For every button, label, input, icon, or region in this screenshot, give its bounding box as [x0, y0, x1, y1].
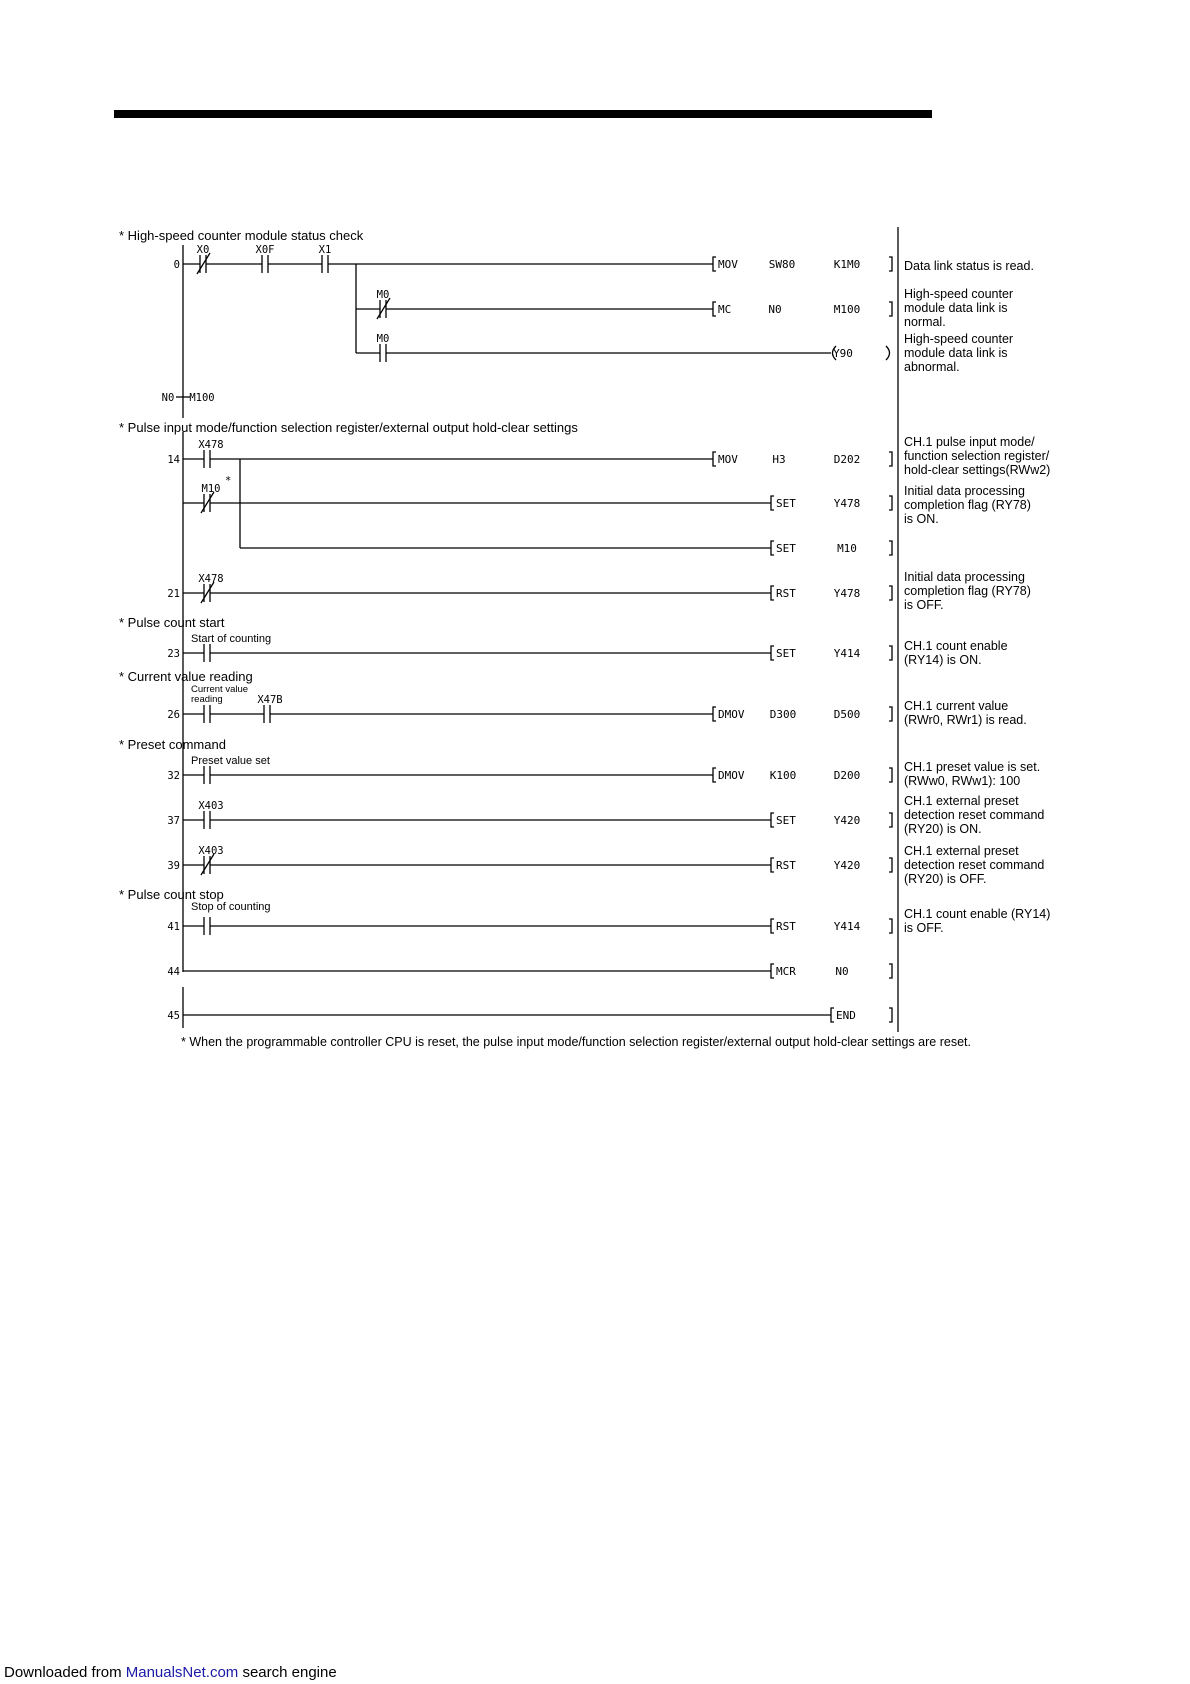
step-number: 39: [167, 860, 180, 872]
instruction-operand: N0: [768, 303, 782, 316]
contact-label: X478: [198, 573, 224, 585]
instruction-operand: Y420: [833, 814, 861, 827]
contact-label: M10: [201, 483, 221, 495]
rung-comment: High-speed counter module data link is abnormal.: [904, 332, 1014, 374]
contact-label: X478: [198, 439, 224, 451]
contact-description: Current value: [191, 684, 249, 695]
coil-label: Y90: [833, 347, 853, 360]
instruction-op: RST: [776, 920, 796, 933]
instruction-op: RST: [776, 587, 796, 600]
section-header: * Current value reading: [119, 669, 253, 684]
rung-comment: Data link status is read.: [904, 259, 1034, 273]
rung-comment: High-speed counter module data link is normal.: [904, 287, 1014, 329]
instruction-operand: D500: [833, 708, 861, 721]
rung-comment: CH.1 external preset detection reset command (RY20) is ON.: [904, 794, 1045, 836]
instruction-op: MOV: [718, 453, 738, 466]
step-number: 23: [167, 648, 180, 660]
instruction-op: SET: [776, 542, 796, 555]
instruction-op: MOV: [718, 258, 738, 271]
contact-label: M0: [376, 289, 390, 301]
rung-comment: CH.1 external preset detection reset command (RY20) is OFF.: [904, 844, 1045, 886]
step-number: 41: [167, 921, 180, 933]
instruction-operand: K1M0: [833, 258, 861, 271]
contact-description: Preset value set: [191, 755, 270, 767]
instruction-op: SET: [776, 814, 796, 827]
step-number: 37: [167, 815, 180, 827]
rung-comment: CH.1 preset value is set. (RWw0, RWw1): 100: [904, 760, 1041, 788]
instruction-op: MC: [718, 303, 732, 316]
step-number: 45: [167, 1010, 180, 1022]
step-number: 26: [167, 709, 180, 721]
mc-label: M100: [189, 392, 215, 404]
section-header: * Pulse input mode/function selection register/external output hold-clear settings: [119, 420, 578, 435]
instruction-op: SET: [776, 647, 796, 660]
rung-comment: Initial data processing completion flag (RY78) is OFF.: [904, 570, 1031, 612]
instruction-op: END: [836, 1009, 856, 1022]
instruction-operand: D202: [833, 453, 861, 466]
instruction-operand: D200: [833, 769, 861, 782]
instruction-operand: Y414: [833, 647, 861, 660]
instruction-op: DMOV: [718, 769, 745, 782]
instruction-operand: N0: [835, 965, 849, 978]
instruction-operand: H3: [772, 453, 786, 466]
instruction-operand: Y414: [833, 920, 861, 933]
instruction-operand: Y420: [833, 859, 861, 872]
instruction-operand: M100: [833, 303, 861, 316]
step-number: 44: [167, 966, 180, 978]
contact-label: X47B: [257, 694, 283, 706]
contact-label: X1: [318, 244, 332, 256]
section-header: * High-speed counter module status check: [119, 228, 364, 243]
contact-description: reading: [191, 694, 223, 705]
contact-label: X403: [198, 800, 224, 812]
mc-label: N0: [161, 392, 175, 404]
rung-comment: CH.1 pulse input mode/ function selection register/ hold-clear settings(RWw2): [904, 435, 1051, 477]
contact-description: Stop of counting: [191, 901, 271, 913]
instruction-operand: K100: [769, 769, 797, 782]
instruction-op: MCR: [776, 965, 796, 978]
contact-label: X0: [196, 244, 210, 256]
section-header: * Preset command: [119, 737, 226, 752]
footer-prefix: Downloaded from: [4, 1664, 126, 1681]
section-header: * Pulse count stop: [119, 887, 224, 902]
step-number: 0: [173, 259, 180, 271]
rung-comment: CH.1 count enable (RY14) is OFF.: [904, 907, 1051, 935]
footer-suffix: search engine: [238, 1664, 337, 1681]
step-number: 21: [167, 588, 180, 600]
footnote: * When the programmable controller CPU is reset, the pulse input mode/function selection register/external output hold-clear settings are reset.: [181, 1035, 971, 1049]
instruction-operand: Y478: [833, 497, 861, 510]
step-number: 32: [167, 770, 180, 782]
manualsnet-link[interactable]: ManualsNet.com: [125, 1664, 239, 1681]
instruction-op: DMOV: [718, 708, 745, 721]
rung-comment: Initial data processing completion flag (RY78) is ON.: [904, 484, 1031, 526]
footnote-marker: *: [225, 475, 232, 487]
instruction-operand: SW80: [768, 258, 796, 271]
rung-comment: CH.1 count enable (RY14) is ON.: [904, 639, 1008, 667]
section-header: * Pulse count start: [119, 615, 225, 630]
instruction-operand: M10: [837, 542, 857, 555]
rung-comment: CH.1 current value (RWr0, RWr1) is read.: [904, 699, 1027, 727]
contact-label: X0F: [255, 244, 275, 256]
footer: [4, 1664, 337, 1681]
instruction-operand: Y478: [833, 587, 861, 600]
contact-label: X403: [198, 845, 224, 857]
instruction-op: RST: [776, 859, 796, 872]
contact-label: M0: [376, 333, 390, 345]
instruction-operand: D300: [769, 708, 797, 721]
contact-description: Start of counting: [191, 633, 272, 645]
step-number: 14: [167, 454, 180, 466]
instruction-op: SET: [776, 497, 796, 510]
